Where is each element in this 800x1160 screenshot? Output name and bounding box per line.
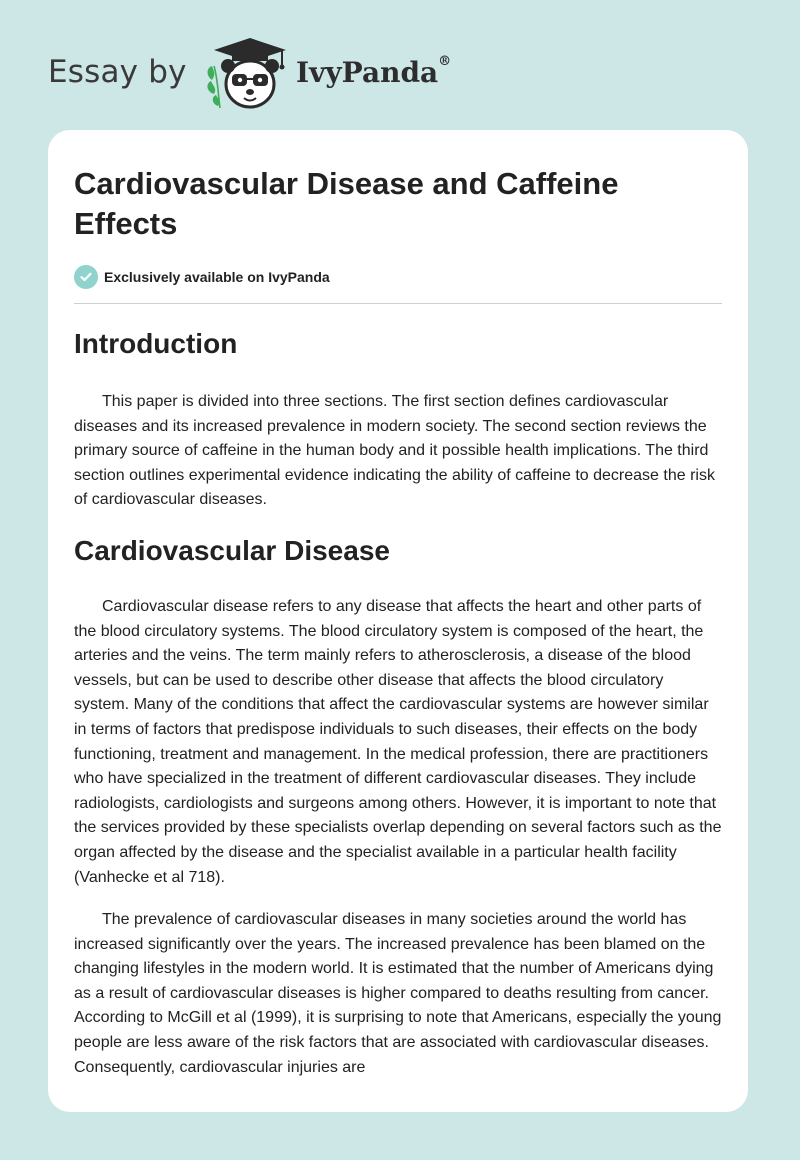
site-header [48,32,508,112]
brand-name[interactable]: IvyPanda® [296,54,452,89]
article-card [48,130,748,1112]
section-heading-introduction: Introduction [74,328,238,359]
exclusive-badge [74,264,722,290]
essay-by-label: Essay by [48,54,187,90]
cardiovascular-paragraph-2: The prevalence of cardiovascular diseases in many societies around the world has increased significantly over the years. The increased prevalence has been blamed on the changing lifestyles in the modern world. It is estimated that the number of Americans dying as a result of cardiovascular diseases is higher compared to deaths resulting from cancer. According to McGill et al (1999), it is surprising to note that Americans, especially the young people are less aware of the risk factors that are associated with cardiovascular diseases. Consequently, cardiovascular injuries are [74,911,722,1076]
exclusive-badge-label: Exclusively available on IvyPanda [104,269,330,285]
intro-paragraph: This paper is divided into three sections. The first section defines cardiovascular diseases and its increased prevalence in modern society. The second section reviews the primary source of caffeine in the human body and it possible health implications. The third section outlines experimental evidence indicating the ability of caffeine to decrease the risk of cardiovascular diseases. [74,393,715,509]
section-heading-cardiovascular-disease: Cardiovascular Disease [74,534,390,566]
registered-mark: ® [438,54,452,69]
title-divider [74,303,722,304]
article-title: Cardiovascular Disease and Caffeine Effects [74,166,619,241]
ivypanda-logo-icon[interactable] [202,36,292,112]
check-circle-icon [74,265,98,289]
cardiovascular-paragraph-1: Cardiovascular disease refers to any disease that affects the heart and other parts of the blood circulatory systems. The blood circulatory system is composed of the heart, the arteries and the veins. The term mainly refers to atherosclerosis, a disease of the blood vessels, but can be used to describe other disease that affects the blood circulatory system. Many of the conditions that affect the cardiovascular systems are however similar in terms of factors that predispose individuals to such diseases, their effects on the body functioning, treatment and management. In the medical profession, there are practitioners who have specialized in the treatment of different cardiovascular diseases. They include radiologists, cardiologists and surgeons among others. However, it is important to note that the services provided by these specialists overlap depending on several factors such as the organ affected by the disease and the specialist available in a particular health facility (Vanhecke et al 718). [74,597,722,886]
